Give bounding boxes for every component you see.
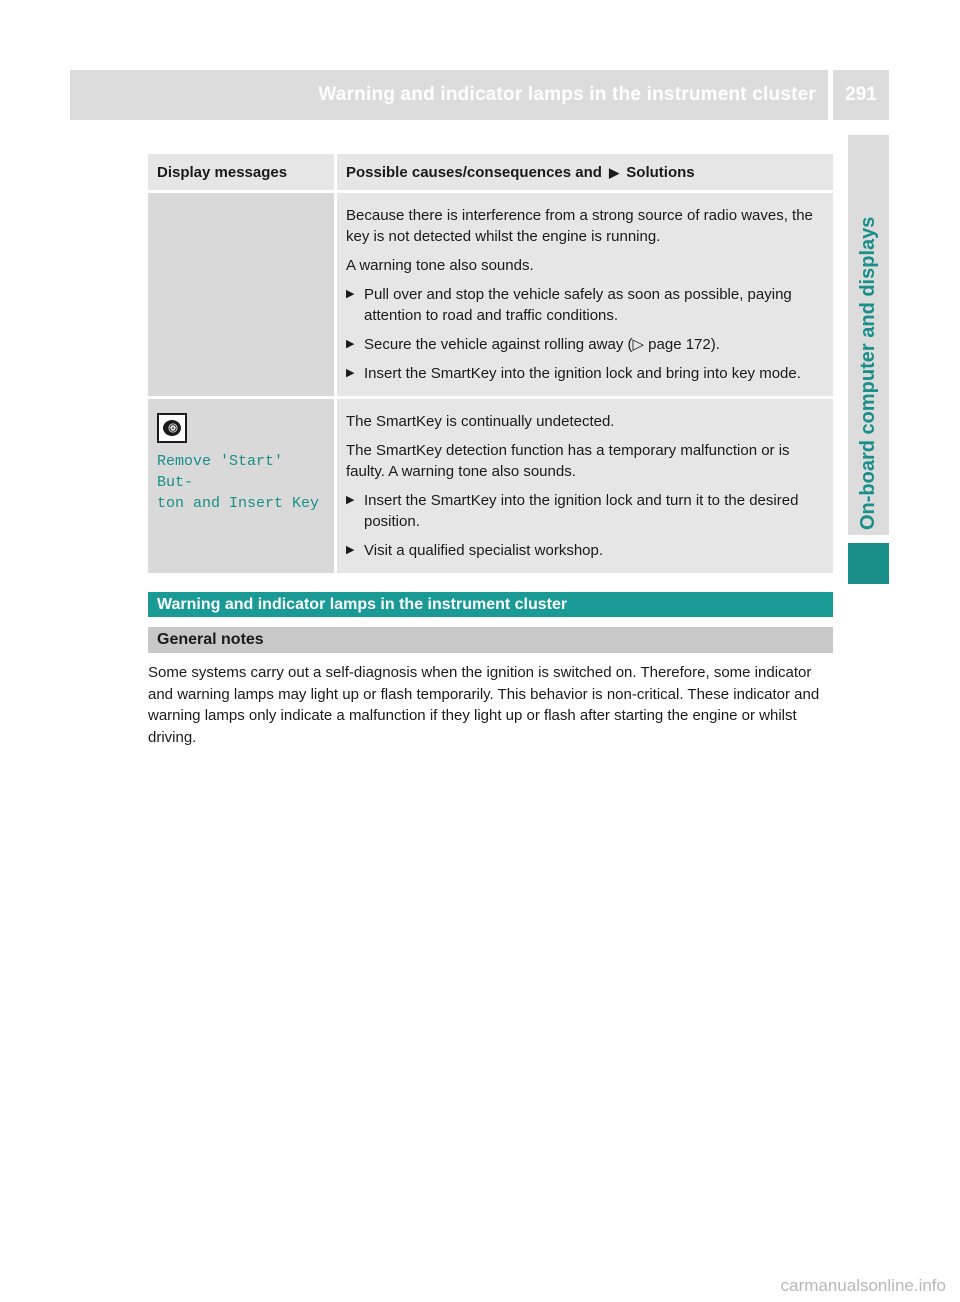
display-message-cell-empty (148, 192, 336, 398)
solution-step (346, 540, 824, 561)
page-number: 291 (845, 84, 877, 105)
watermark: carmanualsonline.info (780, 1276, 946, 1295)
col-header-prefix: Possible causes/consequences and (346, 164, 602, 181)
display-messages-table (148, 154, 833, 573)
arrow-right-icon: ▶ (346, 367, 355, 379)
arrow-right-icon: ▶ (346, 494, 355, 506)
display-message-text (157, 451, 325, 514)
solution-step-text: Insert the SmartKey into the ignition lock and turn it to the desired position. (364, 492, 799, 530)
solution-step (346, 284, 824, 326)
cause-text: Because there is interference from a strong source of radio waves, the key is not detected whilst the engine is running. (346, 207, 813, 245)
display-message-cell (148, 398, 336, 574)
arrow-right-icon: ▶ (346, 544, 355, 556)
side-tab-marker (848, 543, 889, 584)
display-message-line: ton and Insert Key (157, 495, 320, 512)
display-message-line: Remove 'Start' But- (157, 453, 284, 491)
general-notes-text: Some systems carry out a self-diagnosis when the ignition is switched on. Therefore, some indicator and warning lamps may light up or flash temporarily. This behavior is non-critical. These indicator and warning lamps only indicate a malfunction if they light up or flash after starting the engine or whilst driving. (148, 664, 820, 746)
arrow-right-icon: ▶ (346, 338, 355, 350)
cause-text: The SmartKey is continually undetected. (346, 413, 615, 430)
solution-step-text: Visit a qualified specialist workshop. (364, 542, 604, 559)
table-row (148, 398, 833, 574)
solution-step-text: Secure the vehicle against rolling away (▷ page 172). (364, 336, 720, 353)
smartkey-icon (157, 413, 187, 443)
solutions-cell (336, 192, 834, 398)
solution-step (346, 363, 824, 384)
arrow-right-icon: ▶ (346, 288, 355, 300)
col-header-solutions (336, 154, 834, 192)
cause-text: The SmartKey detection function has a temporary malfunction or is faulty. A warning tone also sounds. (346, 442, 790, 480)
section-title: Warning and indicator lamps in the instrument cluster (148, 592, 833, 617)
page-header (70, 70, 889, 120)
solution-step (346, 334, 824, 355)
solution-step-text: Pull over and stop the vehicle safely as soon as possible, paying attention to road and traffic conditions. (364, 286, 792, 324)
table-header-row (148, 154, 833, 192)
solution-step-text: Insert the SmartKey into the ignition lock and bring into key mode. (364, 365, 801, 382)
subsection-title: General notes (148, 627, 833, 653)
side-tab-label: On-board computer and displays (857, 216, 879, 530)
solution-step (346, 490, 824, 532)
side-tab (848, 135, 889, 535)
solutions-cell (336, 398, 834, 574)
smartkey-glyph (161, 417, 183, 439)
table-row (148, 192, 833, 398)
col-header-suffix: Solutions (626, 164, 695, 181)
col-header-display-messages: Display messages (148, 154, 336, 192)
arrow-right-icon: ▶ (609, 165, 620, 180)
cause-text: A warning tone also sounds. (346, 257, 534, 274)
header-title: Warning and indicator lamps in the instrument cluster (318, 84, 816, 105)
